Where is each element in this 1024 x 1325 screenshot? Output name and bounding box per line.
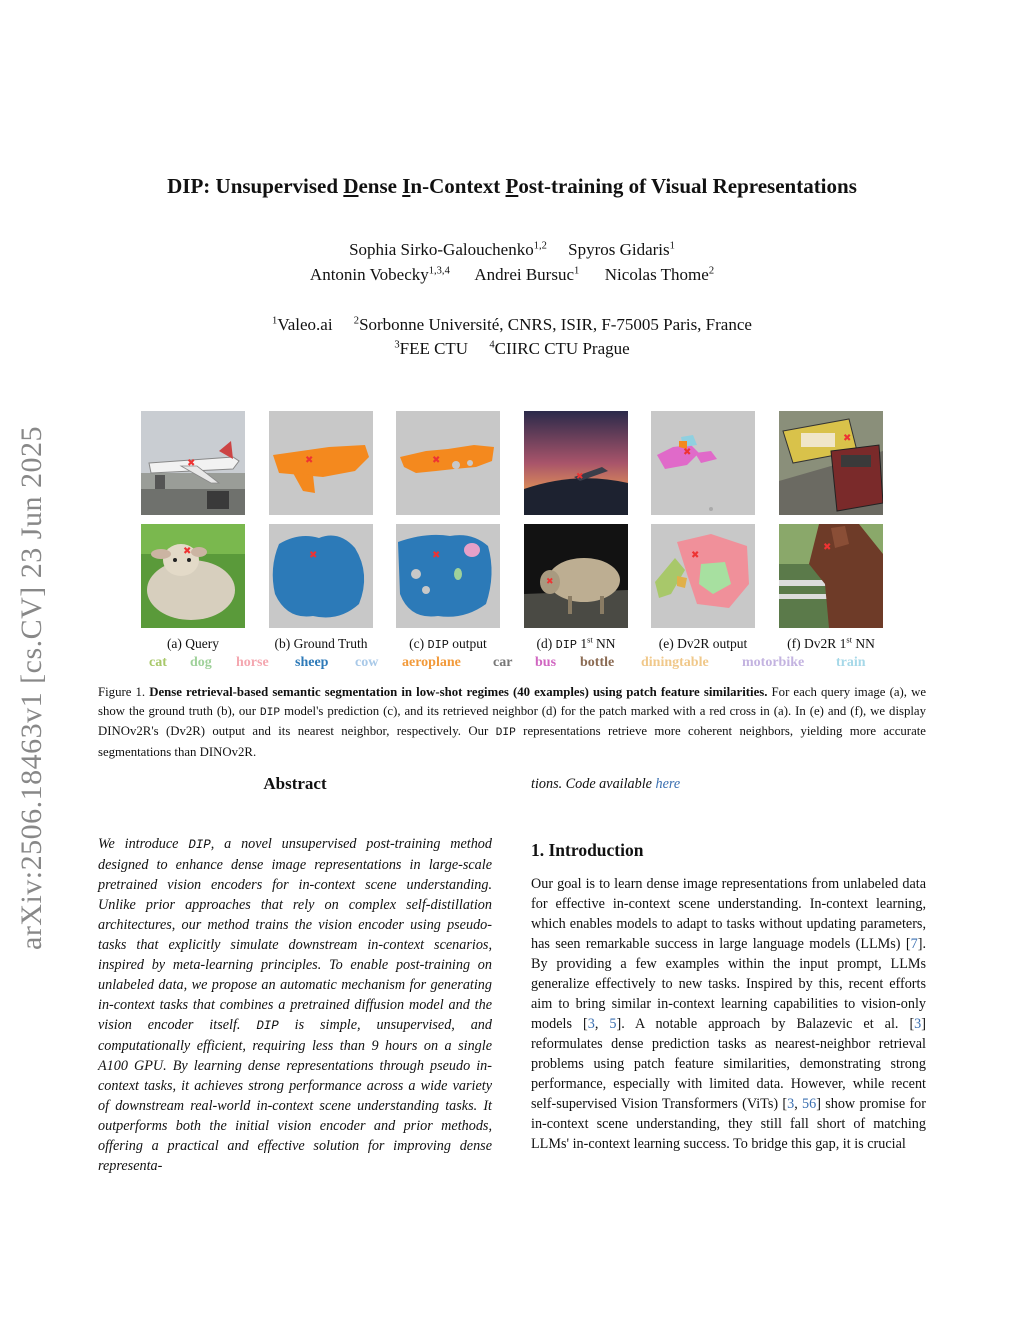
legend-item-diningtable: diningtable (641, 655, 709, 670)
author-name: Antonin Vobecky (309, 265, 429, 284)
dip-output-airplane (396, 411, 500, 515)
author-name: Nicolas Thome (604, 265, 709, 284)
author-list-line-2: Antonin Vobecky$^{1,3,4}$ Andrei Bursuc$^1$ Nicolas Thome$^2$ (309, 265, 715, 284)
legend-item-bus: bus (535, 655, 557, 670)
section-heading-introduction: 1. Introduction (531, 840, 644, 860)
svg-text:✖: ✖ (546, 577, 554, 587)
affiliations-line-2: $^3$FEE CTU $^4$CIIRC CTU Prague (394, 339, 630, 358)
dip-output-sheep (396, 524, 500, 628)
citation-link[interactable]: 3 (787, 1096, 795, 1112)
citation-link[interactable]: 5 (609, 1016, 617, 1032)
caption-e: (e) Dv2R output (658, 636, 748, 651)
legend-item-horse: horse (236, 655, 269, 670)
affiliations-line-1: $^1$Valeo.ai $^2$Sorbonne Université, CNRS, ISIR, F-75005 Paris, France (272, 315, 752, 334)
svg-text:✖: ✖ (432, 455, 441, 466)
author-name: Andrei Bursuc (474, 265, 575, 284)
abstract-heading: Abstract (263, 774, 327, 793)
caption-f: (f) Dv2R 1st NN (787, 635, 875, 651)
dv2r-output-airplane (651, 411, 755, 515)
ground-truth-airplane (269, 411, 373, 515)
dv2r-nearest-neighbor-train (779, 411, 883, 515)
legend-item-dog: dog (190, 655, 212, 670)
legend-item-motorbike: motorbike (742, 655, 805, 670)
dip-nearest-neighbor-airplane (524, 411, 628, 515)
ground-truth-sheep (269, 524, 373, 628)
introduction-body: Our goal is to learn dense image representations from unlabeled data for effective in-context scene understanding. In-context learning, which enables models to adapt to tasks without updating parameters, has seen remarkable success in large language models (LLMs) [7]. By providing a few examples within the input prompt, LLMs generalize effectively to new tasks. Inspired by this, recent efforts aim to bring similar in-context learning capabilities to vision-only models [3, 5]. A notable approach by Balazevic et al. [3] reformulates dense prediction tasks as nearest-neighbor retrieval problems using patch feature similarities, demonstrating strong performance, especially with limited data. However, while recent self-supervised Vision Transformers (ViTs) [3, 56] show promise for in-context scene understanding, they still fall short of matching LLMs' in-context learning success. To bridge this gap, it is crucial (531, 876, 926, 1152)
abstract-continuation: tions. Code available here (531, 776, 681, 792)
author-list-line-1: Sophia Sirko-Galouchenko$^{1,2}$ Spyros Gidaris$^1$ (349, 240, 675, 259)
legend-item-sheep: sheep (295, 655, 329, 670)
caption-d: (d) DIP 1st NN (536, 635, 616, 652)
paper-title: DIP: Unsupervised Dense In-Context Post-training of Visual Representations (167, 174, 857, 198)
svg-text:✖: ✖ (843, 433, 852, 444)
dv2r-nearest-neighbor-horse (779, 524, 883, 628)
svg-text:✖: ✖ (576, 472, 584, 482)
legend-item-cat: cat (149, 655, 167, 670)
citation-link[interactable]: 3 (914, 1016, 922, 1032)
arxiv-identifier: arXiv:2506.18463v1 [cs.CV] 23 Jun 2025 (15, 426, 48, 950)
svg-text:✖: ✖ (683, 447, 692, 458)
caption-b: (b) Ground Truth (274, 636, 368, 651)
caption-a: (a) Query (166, 636, 220, 651)
citation-link[interactable]: 56 (802, 1096, 817, 1112)
dip-nearest-neighbor-sheep (524, 524, 628, 628)
query-image-sheep (141, 524, 245, 628)
svg-text:✖: ✖ (305, 455, 314, 466)
legend-item-bottle: bottle (580, 655, 615, 670)
legend-item-aeroplane: aeroplane (402, 655, 461, 670)
legend-item-car: car (493, 655, 513, 670)
figure-caption: Figure 1. Dense retrieval-based semantic segmentation in low-shot regimes (40 examples) using patch feature similarities. For each query image (a), we show the ground truth (b), our DIP model's prediction (c), and its retrieved neighbor (d) for the patch marked with a red cross in (a). In (e) and (f), we display DINOv2R's (Dv2R) output and its nearest neighbor, respectively. Our DIP representations retrieve more coherent neighbors, yielding more accurate segmentations than DINOv2R. (98, 685, 927, 759)
query-image-airplane (141, 411, 245, 515)
dv2r-output-sheep (651, 524, 755, 628)
caption-c: (c) DIP output (409, 636, 487, 652)
legend-item-train: train (836, 655, 866, 670)
svg-text:✖: ✖ (823, 542, 832, 553)
citation-link[interactable]: 3 (587, 1016, 595, 1032)
code-link[interactable]: here (655, 776, 681, 792)
svg-text:✖: ✖ (432, 550, 441, 561)
svg-text:✖: ✖ (183, 546, 192, 557)
svg-text:✖: ✖ (309, 550, 318, 561)
author-name: Sophia Sirko-Galouchenko (349, 240, 534, 259)
abstract-body: We introduce DIP, a novel unsupervised post-training method designed to enhance dense image representations in large-scale pretrained vision encoders for in-context scene understanding. Unlike prior approaches that rely on complex self-distillation architectures, our method trains the vision encoder using pseudo-tasks that explicitly simulate downstream in-context scenarios, inspired by meta-learning principles. To enable post-training on unlabeled data, we propose an automatic mechanism for generating in-context tasks that combines a pretrained diffusion model and the vision encoder itself. DIP is simple, unsupervised, and computationally efficient, requiring less than 9 hours on a single A100 GPU. By learning dense representations through pseudo in-context tasks, it achieves strong performance across a wide variety of downstream real-world in-context scene understanding tasks. It outperforms both the initial vision encoder and prior methods, offering a practical and effective solution for improving dense representa- (98, 836, 492, 1174)
svg-text:✖: ✖ (691, 550, 700, 561)
svg-text:✖: ✖ (187, 458, 196, 469)
citation-link[interactable]: 7 (910, 936, 918, 952)
author-name: Spyros Gidaris (568, 240, 670, 259)
legend-item-cow: cow (355, 655, 379, 670)
